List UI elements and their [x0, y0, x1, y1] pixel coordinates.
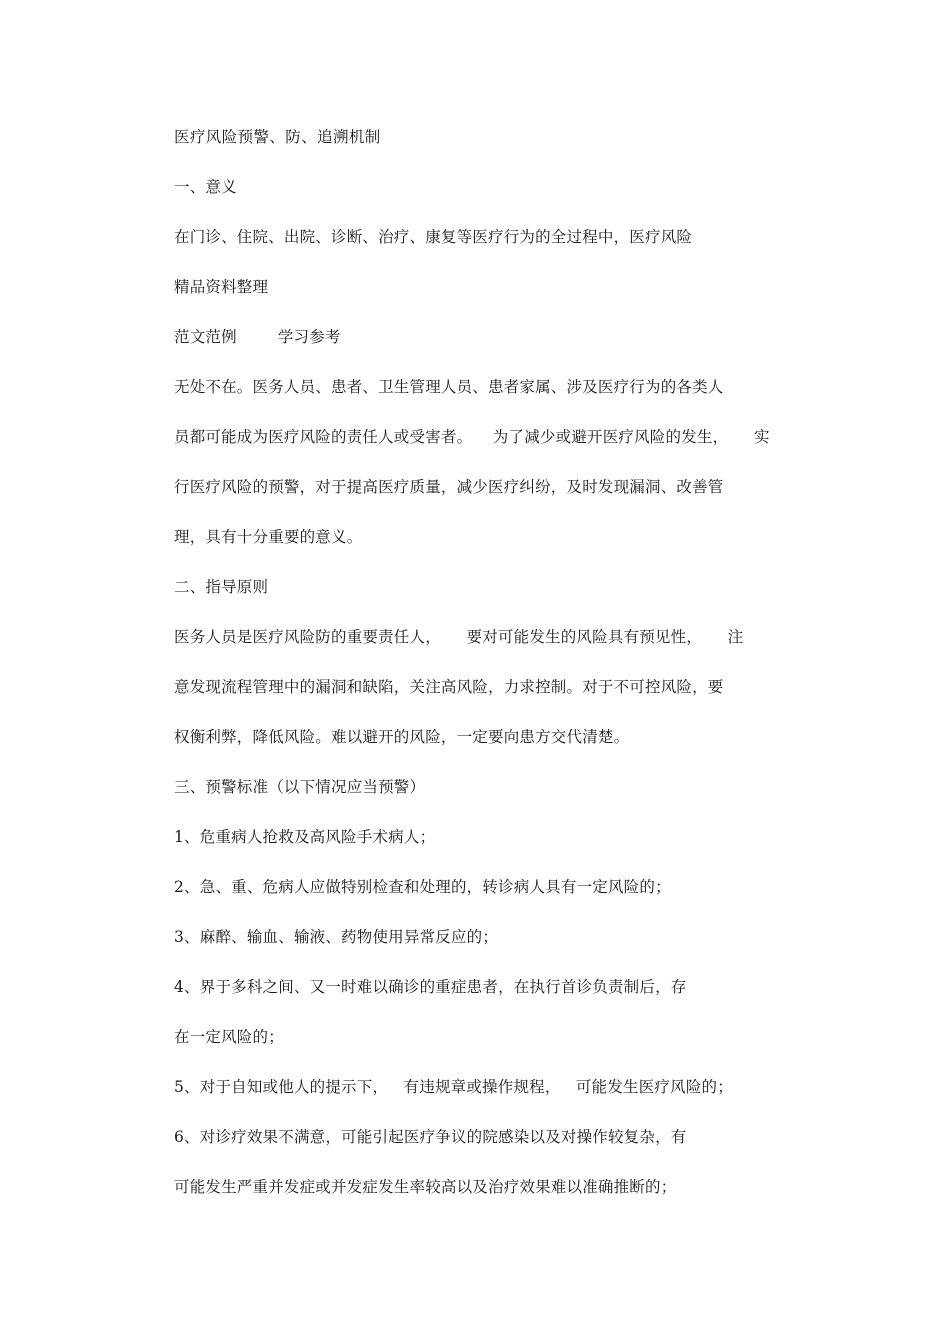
list-item: 4、界于多科之间、又一时难以确诊的重症患者，在执行首诊负责制后，存: [174, 978, 687, 996]
section-heading-significance: 一、意义: [174, 178, 237, 196]
watermark-line: 精品资料整理: [174, 278, 269, 296]
section-heading-warning-criteria: 三、预警标准（以下情况应当预警）: [174, 778, 426, 796]
paragraph-line: 理，具有十分重要的意义。: [174, 528, 363, 546]
list-item: 5、对于自知或他人的提示下， 有违规章或操作规程， 可能发生医疗风险的；: [174, 1078, 733, 1096]
paragraph-line: 无处不在。医务人员、患者、卫生管理人员、患者家属、涉及医疗行为的各类人: [174, 378, 724, 396]
document-body: [174, 126, 814, 1226]
paragraph-line: 在门诊、住院、出院、诊断、治疗、康复等医疗行为的全过程中，医疗风险: [174, 228, 693, 246]
paragraph-line: 员都可能成为医疗风险的责任人或受害者。 为了减少或避开医疗风险的发生， 实: [174, 428, 770, 446]
list-item-continuation: 在一定风险的；: [174, 1028, 284, 1046]
watermark-line: 范文范例 学习参考: [174, 328, 341, 346]
list-item-continuation: 可能发生严重并发症或并发症发生率较高以及治疗效果难以准确推断的；: [174, 1178, 677, 1196]
list-item: 1、危重病人抢救及高风险手术病人；: [174, 828, 436, 846]
paragraph-line: 权衡利弊，降低风险。难以避开的风险，一定要向患方交代清楚。: [174, 728, 630, 746]
list-item: 3、麻醉、输血、输液、药物使用异常反应的；: [174, 928, 499, 946]
section-heading-principles: 二、指导原则: [174, 578, 269, 596]
paragraph-line: 意发现流程管理中的漏洞和缺陷，关注高风险，力求控制。对于不可控风险，要: [174, 678, 724, 696]
document-title: 医疗风险预警、防、追溯机制: [174, 128, 381, 146]
list-item: 2、急、重、危病人应做特别检查和处理的，转诊病人具有一定风险的；: [174, 878, 671, 896]
paragraph-line: 医务人员是医疗风险防的重要责任人， 要对可能发生的风险具有预见性， 注: [174, 628, 744, 646]
list-item: 6、对诊疗效果不满意，可能引起医疗争议的院感染以及对操作较复杂，有: [174, 1128, 687, 1146]
paragraph-line: 行医疗风险的预警，对于提高医疗质量，减少医疗纠纷，及时发现漏洞、改善管: [174, 478, 724, 496]
